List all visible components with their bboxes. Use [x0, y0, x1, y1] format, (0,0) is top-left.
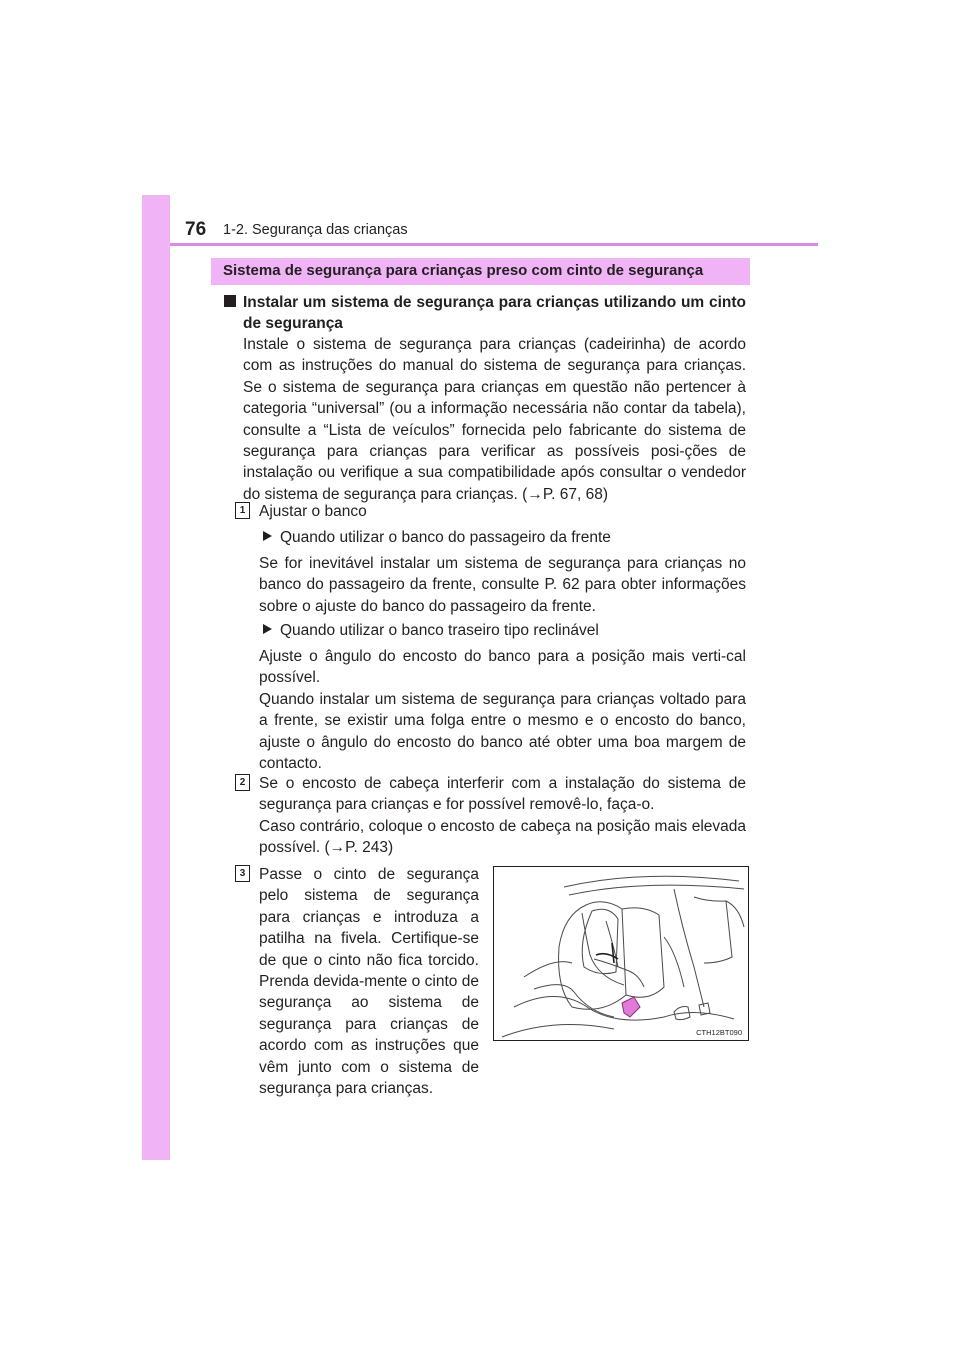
header-rule	[170, 243, 818, 246]
chapter-sidebar-tab	[142, 195, 170, 1160]
step-2-badge: 2	[235, 774, 250, 791]
square-bullet-icon	[224, 295, 236, 307]
bullet-2-body-line-1: Ajuste o ângulo do encosto do banco para a posição mais verti-cal possível.	[259, 648, 746, 687]
intro-paragraph: Instale o sistema de segurança para crianças (cadeirinha) de acordo com as instruções do manual do sistema de segurança para crianças. Se o sistema de segurança para crianças em questão não pertencer à categoria “universal” (ou a informação necessária não contar da tabela), consulte a “Lista de veículos” fornecida pelo fabricante do sistema de segurança para crianças para verificar as possíveis posi-ções de instalação ou verifique a sua compatibilidade após consultar o vendedor do sistema de segurança para crianças. (→P. 67, 68)	[243, 336, 746, 503]
triangle-bullet-icon	[263, 531, 272, 541]
child-seat-illustration	[493, 866, 749, 1041]
step-1-badge: 1	[235, 502, 250, 519]
step-2-text	[259, 773, 746, 859]
bullet-2-body	[259, 646, 746, 774]
step-1-text: Ajustar o banco	[259, 503, 367, 520]
triangle-bullet-icon	[263, 624, 272, 634]
step-2-line-2: Caso contrário, coloque o encosto de cabeça na posição mais elevada possível. (→P. 243)	[259, 817, 746, 857]
bullet-1-body: Se for inevitável instalar um sistema de segurança para crianças no banco do passageiro da frente, consulte P. 62 para obter informações sobre o ajuste do banco do passageiro da frente.	[259, 555, 746, 615]
bullet-1-title: Quando utilizar o banco do passageiro da frente	[280, 529, 611, 546]
step-3-badge: 3	[235, 865, 250, 882]
section-banner-title: Sistema de segurança para crianças preso com cinto de segurança	[223, 262, 704, 279]
bullet-2-title: Quando utilizar o banco traseiro tipo reclinável	[280, 622, 599, 639]
car-rear-seat-drawing	[494, 867, 749, 1041]
step-3-text: Passe o cinto de segurança pelo sistema de segurança para crianças e introduza a patilha na fivela. Certifique-se de que o cinto não fica torcido. Prenda devida-mente o cinto de segurança ao sistema de segurança para crianças de acordo com as instruções que vêm junto com o sistema de segurança para crianças.	[259, 866, 479, 1098]
page-number: 76	[185, 219, 207, 240]
step-2-line-1: Se o encosto de cabeça interferir com a instalação do sistema de segurança para crianças e for possível removê-lo, faça-o.	[259, 775, 746, 814]
chapter-title: 1-2. Segurança das crianças	[223, 222, 408, 238]
section-banner	[211, 258, 750, 285]
subheading-text: Instalar um sistema de segurança para crianças utilizando um cinto de segurança	[243, 294, 746, 332]
figure-caption: CTH12BT090	[696, 1028, 742, 1037]
bullet-2-body-line-2: Quando instalar um sistema de segurança para crianças voltado para a frente, se existir uma folga entre o mesmo e o encosto do banco, ajuste o ângulo do encosto do banco até obter uma boa margem de contacto.	[259, 690, 746, 773]
